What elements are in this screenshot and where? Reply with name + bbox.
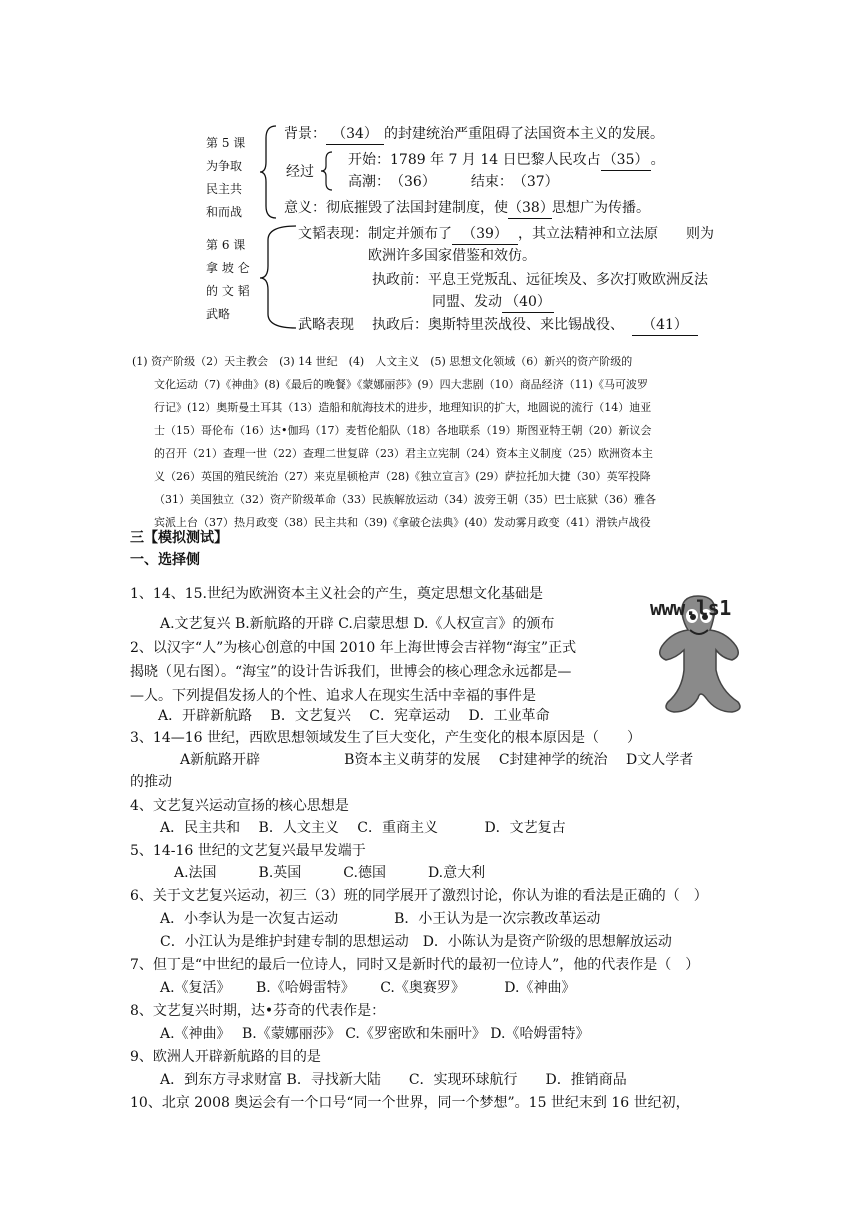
question-4: 4、文艺复兴运动宣扬的核心思想是	[130, 798, 349, 814]
lesson6-title-line: 的 文 韬	[206, 284, 250, 298]
question-9-options: A．到东方寻求财富 B．寻找新大陆 C．实现环球航行 D．推销商品	[160, 1072, 627, 1088]
lesson5-title-line: 民主共	[206, 182, 243, 196]
answer-line: (1) 资产阶级（2）天主教会 (3) 14 世纪 (4) 人文主义 (5) 思想文化领域（6）新兴的资产阶级的	[132, 355, 633, 368]
background-text: 的封建统治严重阻碍了法国资本主义的发展。	[384, 126, 664, 142]
process-brace	[320, 151, 334, 191]
lesson6-brace	[258, 222, 298, 332]
wen-text-2: ，其立法精神和立法原 则为	[518, 226, 714, 242]
question-1-options: A.文艺复兴 B.新航路的开辟 C.启蒙思想 D.《人权宣言》的颁布	[160, 616, 555, 632]
wen-text: 文韬表现：制定并颁布了	[298, 226, 452, 242]
lesson5-title	[206, 132, 245, 224]
start-end: 。	[650, 152, 665, 168]
background-label: 背景：	[284, 126, 326, 142]
meaning-text: 意义：彻底摧毁了法国封建制度，使	[284, 200, 508, 216]
question-10: 10、北京 2008 奥运会有一个口号“同一个世界，同一个梦想”。15 世纪末到 16 世纪初，	[130, 1095, 690, 1111]
lesson5-background	[284, 124, 664, 145]
question-3-options: A新航路开辟 B资本主义萌芽的发展 C封建神学的统治 D文人学者	[180, 752, 694, 768]
answer-key	[132, 350, 656, 534]
lesson5-title-line: 和而战	[206, 205, 243, 219]
answer-line: 的召开（21）查理一世（22）查理二世复辟（23）君主立宪制（24）资本主义制度（25）欧洲资本主	[154, 447, 653, 460]
process-start	[348, 150, 665, 171]
question-2-line-3: —人。下列提倡发扬人的个性、追求人在现实生活中幸福的事件是	[130, 688, 536, 704]
question-5: 5、14-16 世纪的文艺复兴最早发端于	[130, 843, 366, 859]
haibao-mascot-image	[640, 586, 755, 726]
blank-41: （41）	[632, 315, 698, 336]
lesson5-title-line: 第 5 课	[206, 136, 246, 150]
blank-34: （34）	[326, 124, 384, 145]
question-2-line-1: 2、以汉字“人”为核心创意的中国 2010 年上海世博会吉祥物“海宝”正式	[130, 640, 577, 656]
answer-line: （31）美国独立（32）资产阶级革命（33）民族解放运动（34）波旁王朝（35）巴士底狱（36）雅各	[154, 493, 656, 506]
answer-line: 士（15）哥伦布（16）达•伽玛（17）麦哲伦船队（18）各地联系（19）斯图亚特王朝（20）新议会	[154, 424, 652, 437]
lesson5-title-line: 为争取	[206, 159, 243, 173]
wu-after-text: 执政后：奥斯特里茨战役、来比锡战役、	[372, 317, 624, 333]
answer-line: 宾派上台（37）热月政变（38）民主共和（39)《拿破仑法典》(40）发动雾月政变（41）滑铁卢战役	[154, 516, 651, 529]
wu-line	[298, 315, 698, 336]
question-7-options: A.《复活》 B.《哈姆雷特》 C.《奥赛罗》 D.《神曲》	[160, 980, 576, 996]
blank-40: （40）	[502, 292, 554, 313]
lesson6-title-line: 第 6 课	[206, 238, 246, 252]
start-text: 开始：1789 年 7 月 14 日巴黎人民攻占	[348, 152, 601, 168]
meaning-end: 思想广为传播。	[552, 200, 650, 216]
answer-line: 文化运动（7)《神曲》(8)《最后的晚餐》《蒙娜丽莎》(9）四大悲剧（10）商品经济（11)《马可波罗	[154, 378, 648, 391]
section3-title: 三【模拟测试】	[130, 530, 228, 546]
logo-watermark-text: www.ls1	[650, 596, 731, 620]
wu-label: 武略表现	[298, 317, 354, 333]
question-6-options-cd: C．小江认为是维护封建专制的思想运动 D．小陈认为是资产阶级的思想解放运动	[160, 934, 672, 950]
process-climax: 高潮： （36） 结束： （37）	[348, 174, 559, 190]
wu-before-1: 执政前：平息王党叛乱、远征埃及、多次打败欧洲反法	[372, 272, 708, 288]
answer-line: 行记》(12）奥斯曼土耳其（13）造船和航海技术的进步，地理知识的扩大，地圆说的流行（14）迪亚	[154, 401, 652, 414]
question-8-options: A.《神曲》 B.《蒙娜丽莎》 C.《罗密欧和朱丽叶》 D.《哈姆雷特》	[160, 1026, 590, 1042]
blank-38: （38）	[508, 198, 552, 219]
wen-line-2: 欧洲许多国家借鉴和效仿。	[368, 248, 536, 264]
lesson5-meaning	[284, 198, 650, 219]
wu-before-2	[432, 292, 554, 313]
question-2-options: A．开辟新航路 B．文艺复兴 C．宪章运动 D．工业革命	[158, 708, 550, 724]
question-8: 8、文艺复兴时期，达•芬奇的代表作是：	[130, 1003, 386, 1019]
question-4-options: A．民主共和 B．人文主义 C．重商主义 D．文艺复古	[160, 820, 566, 836]
wen-line-1	[298, 224, 714, 245]
question-2-line-2: 揭晓（见右图）。“海宝”的设计告诉我们，世博会的核心理念永远都是—	[130, 664, 572, 680]
lesson6-title-line: 拿 坡 仑	[206, 261, 250, 275]
lesson6-title-line: 武略	[206, 307, 231, 321]
lesson5-brace	[258, 124, 280, 220]
question-6: 6、关于文艺复兴运动，初三（3）班的同学展开了激烈讨论，你认为谁的看法是正确的（ ）	[130, 888, 708, 904]
question-1: 1、14、15.世纪为欧洲资本主义社会的产生，奠定思想文化基础是	[130, 586, 543, 602]
answer-line: 义（26）英国的殖民统治（27）来克星顿枪声（28)《独立宣言》(29）萨拉托加大捷（30）英军投降	[154, 470, 651, 483]
blank-35: （35）	[601, 150, 651, 171]
process-label: 经过	[286, 164, 314, 180]
question-5-options: A.法国 B.英国 C.德国 D.意大利	[174, 865, 486, 881]
question-9: 9、欧洲人开辟新航路的目的是	[130, 1049, 321, 1065]
question-3: 3、14—16 世纪，西欧思想领域发生了巨大变化，产生变化的根本原因是（ ）	[130, 730, 641, 746]
question-6-options-ab: A．小李认为是一次复古运动 B．小王认为是一次宗教改革运动	[160, 911, 601, 927]
blank-39: （39）	[452, 224, 518, 245]
section1-title: 一、选择侧	[130, 552, 200, 568]
wu-before-2-text: 同盟、发动	[432, 294, 502, 310]
question-3-continued: 的推动	[130, 774, 172, 790]
question-7: 7、但丁是“中世纪的最后一位诗人，同时又是新时代的最初一位诗人”，他的代表作是（ ）	[130, 957, 700, 973]
lesson6-title	[206, 234, 250, 326]
